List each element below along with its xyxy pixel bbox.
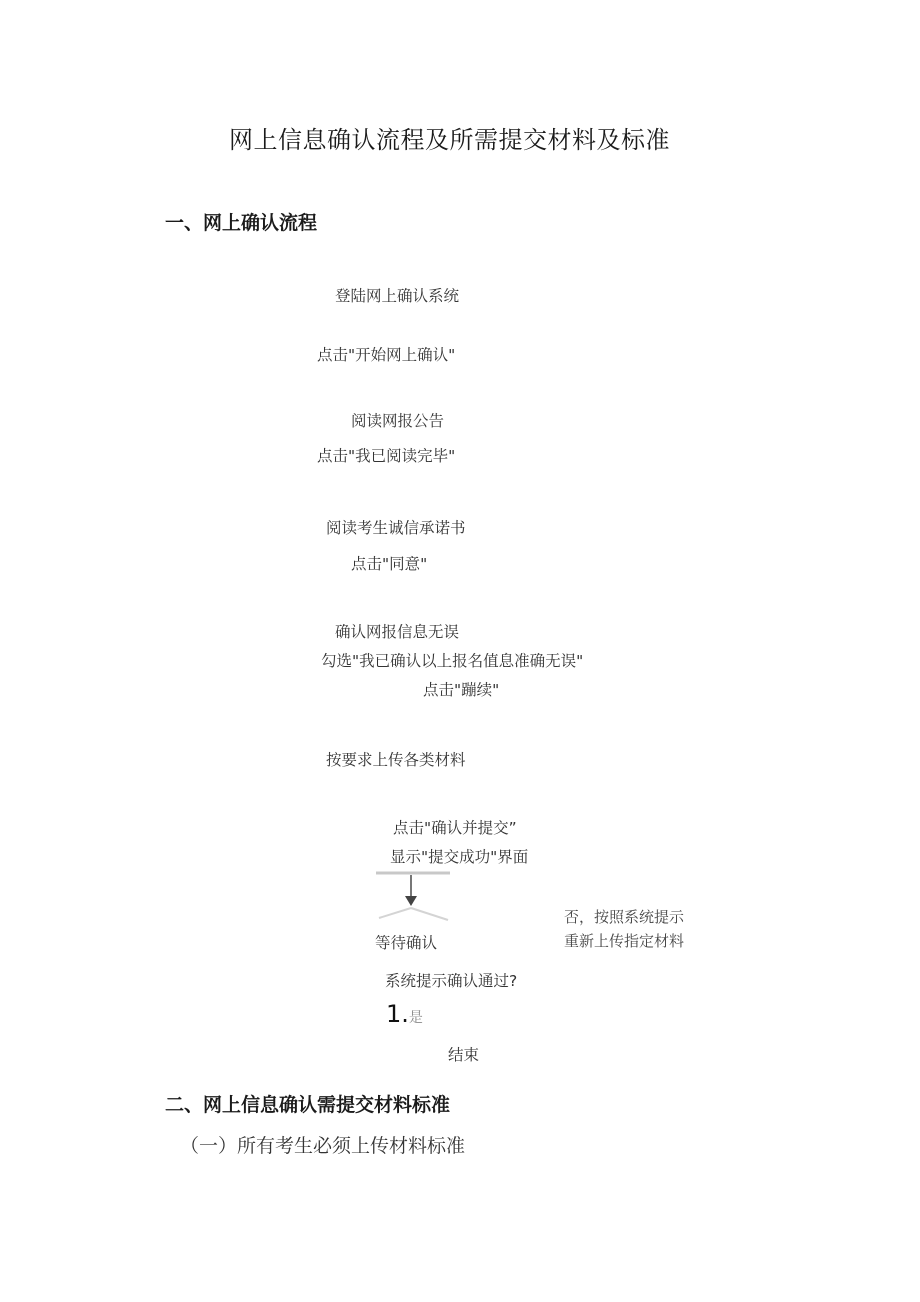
- flow-yes-item: [386, 1000, 423, 1028]
- flow-step-check-box: 勾选"我已确认以上报名值息准确无误": [321, 652, 584, 670]
- flow-step-upload: 按要求上传各类材料: [326, 751, 466, 769]
- flow-step-click-continue: 点击"蹦续": [423, 681, 500, 699]
- flow-no-branch-line1: 否，按照系统提示: [564, 908, 685, 926]
- flow-yes-number: 1.: [386, 1000, 409, 1028]
- flow-step-end: 结束: [448, 1046, 480, 1064]
- flow-question: 系统提示确认通过?: [385, 972, 518, 990]
- flow-step-read-notice: 阅读网报公告: [351, 412, 445, 430]
- page-title: 网上信息确认流程及所需提交材料及标准: [229, 126, 670, 154]
- section-heading-materials: 二、网上信息确认需提交材料标准: [165, 1094, 451, 1116]
- flow-step-login: 登陆网上确认系统: [335, 287, 460, 305]
- flow-step-click-submit: 点击"确认并提交”: [393, 819, 517, 837]
- flow-step-click-agree: 点击"同意": [351, 555, 428, 573]
- flow-arrow-icon: [376, 868, 452, 924]
- section-heading-process: 一、网上确认流程: [165, 212, 318, 234]
- flow-step-wait: 等待确认: [375, 934, 438, 952]
- flow-step-confirm-info: 确认网报信息无误: [335, 623, 460, 641]
- flow-yes-label: 是: [408, 1010, 423, 1026]
- flow-step-click-start: 点击"开始网上确认": [317, 346, 456, 364]
- flow-step-show-success: 显示"提交成功"界面: [390, 848, 529, 866]
- flow-no-branch-line2: 重新上传指定材料: [564, 932, 685, 950]
- subsection-heading-all-candidates: （一）所有考生必须上传材料标准: [180, 1135, 466, 1157]
- flow-step-click-read-done: 点击"我已阅读完毕": [317, 447, 456, 465]
- flow-step-read-pledge: 阅读考生诚信承诺书: [326, 519, 466, 537]
